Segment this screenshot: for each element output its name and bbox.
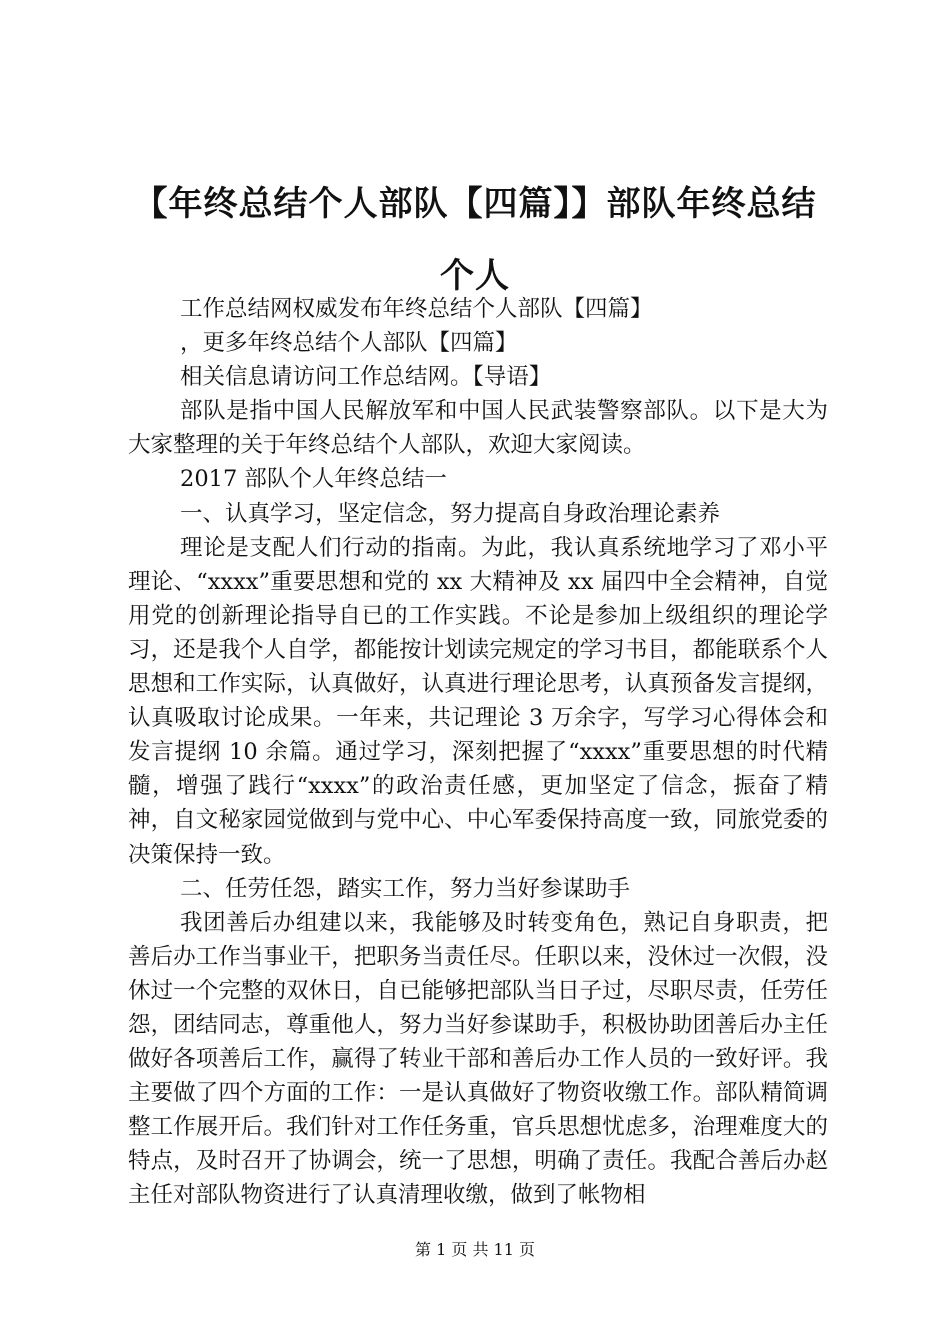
document-title: 【年终总结个人部队【四篇】】部队年终总结个人 — [133, 184, 817, 296]
page-footer: 第 1 页 共 11 页 — [415, 1240, 535, 1259]
paragraph: 2017 部队个人年终总结一 — [180, 466, 447, 493]
paragraph: 工作总结网权威发布年终总结个人部队【四篇】 — [180, 296, 653, 322]
paragraph: 理论是支配人们行动的指南。为此，我认真系统地学习了邓小平理论、“xxxx”重要思想和党的 xx 大精神及 xx 届四中全会精神，自觉用党的创新理论指导自已的工作实践。不论是参加上级组织的理论学习，还是我个人自学，都能按计划读完规定的学习书目，都能联系个人思想和工作实际，认真做好，认真进行理论思考，认真预备发言提纲，认真吸取讨论成果。一年来，共记理论 3 万余字，写学习心得体会和发言提纲 10 余篇。通过学习，深刻把握了“xxxx”重要思想的时代精髓，增强了践行“xxxx”的政治责任感，更加坚定了信念，振奋了精神，自文秘家园觉做到与党中心、中心军委保持高度一致，同旅党委的决策保持一致。 — [128, 534, 828, 868]
paragraph: 相关信息请访问工作总结网。【导语】 — [180, 364, 552, 391]
section-heading: 一、认真学习，坚定信念，努力提高自身政治理论素养 — [180, 500, 721, 527]
paragraph: 部队是指中国人民解放军和中国人民武装警察部队。以下是大为大家整理的关于年终总结个人部队，欢迎大家阅读。 — [128, 398, 828, 459]
document-body — [128, 292, 828, 1213]
paragraph: ，更多年终总结个人部队【四篇】 — [180, 330, 518, 357]
section-heading: 二、任劳任怨，踏实工作，努力当好参谋助手 — [180, 875, 631, 902]
paragraph: 我团善后办组建以来，我能够及时转变角色，熟记自身职责，把善后办工作当事业干，把职务当责任尽。任职以来，没休过一次假，没休过一个完整的双休日，自已能够把部队当日子过，尽职尽责，任劳任怨，团结同志，尊重他人，努力当好参谋助手，积极协助团善后办主任做好各项善后工作，赢得了转业干部和善后办工作人员的一致好评。我主要做了四个方面的工作：一是认真做好了物资收缴工作。部队精简调整工作展开后。我们针对工作任务重，官兵思想忧虑多，治理难度大的特点，及时召开了协调会，统一了思想，明确了责任。我配合善后办赵主任对部队物资进行了认真清理收缴，做到了帐物相 — [128, 909, 828, 1209]
